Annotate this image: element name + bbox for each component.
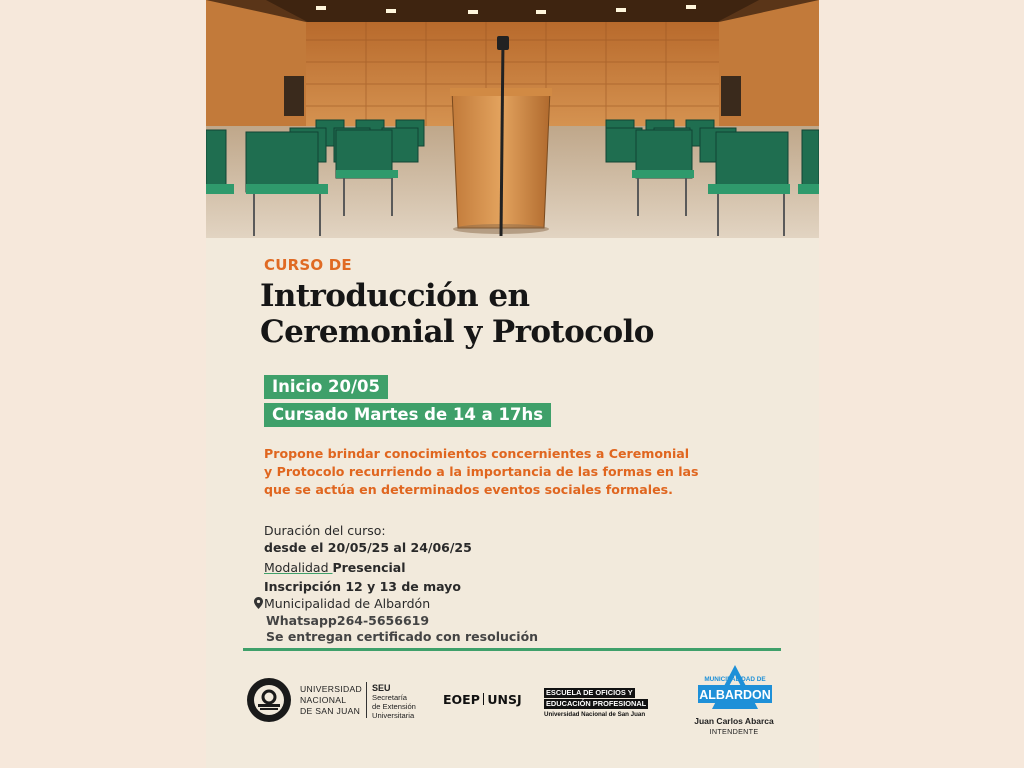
course-title-line-1: Introducción en bbox=[260, 278, 530, 314]
enrollment-text: Inscripción 12 y 13 de mayo bbox=[264, 579, 461, 594]
map-pin-icon bbox=[254, 597, 263, 609]
albardon-municipality-logo bbox=[696, 663, 774, 713]
escuela-line: EDUCACIÓN PROFESIONAL bbox=[546, 699, 647, 708]
duration-value bbox=[264, 540, 472, 555]
unsj-seal-logo bbox=[246, 677, 292, 723]
eoep-bar bbox=[483, 693, 485, 705]
duration-dates: desde el 20/05/25 al 24/06/25 bbox=[264, 540, 472, 555]
location-text: Municipalidad de Albardón bbox=[264, 596, 431, 611]
modality-value: Presencial bbox=[332, 560, 406, 575]
description-line: que se actúa en determinados eventos sociales formales. bbox=[264, 482, 673, 497]
schedule-badge: Cursado Martes de 14 a 17hs bbox=[264, 403, 551, 427]
location-row bbox=[254, 596, 430, 611]
escuela-university: Universidad Nacional de San Juan bbox=[544, 711, 646, 718]
start-date-badge: Inicio 20/05 bbox=[264, 375, 388, 399]
unsj-name bbox=[300, 684, 362, 717]
seu-line: Secretaría bbox=[372, 693, 408, 702]
enrollment-dates bbox=[264, 579, 461, 594]
course-title-line-2: Ceremonial y Protocolo bbox=[260, 314, 654, 350]
modality bbox=[264, 560, 406, 575]
modality-label: Modalidad bbox=[264, 560, 333, 575]
unsj-line: NACIONAL bbox=[300, 695, 347, 705]
seu-logo-text bbox=[372, 684, 416, 720]
auditorium-photo bbox=[206, 0, 819, 238]
eoep-text: EOEP bbox=[443, 692, 480, 707]
auditorium-illustration bbox=[206, 0, 819, 238]
unsj-line: DE SAN JUAN bbox=[300, 706, 361, 716]
course-title bbox=[260, 278, 654, 350]
duration-label: Duración del curso: bbox=[264, 523, 386, 538]
description-line: Propone brindar conocimientos concernientes a Ceremonial bbox=[264, 446, 690, 461]
seu-title: SEU bbox=[372, 683, 391, 693]
description-line: y Protocolo recurriendo a la importancia de las formas en las bbox=[264, 464, 699, 479]
escuela-logo bbox=[544, 688, 648, 720]
intendente-name: Juan Carlos Abarca bbox=[694, 716, 774, 726]
course-description bbox=[264, 445, 734, 499]
escuela-line: ESCUELA DE OFICIOS Y bbox=[546, 688, 633, 697]
intendente-role: INTENDENTE bbox=[709, 727, 759, 736]
seu-line: Universitaria bbox=[372, 711, 415, 720]
seu-line: de Extensión bbox=[372, 702, 416, 711]
logo-separator bbox=[366, 682, 367, 718]
course-flyer bbox=[206, 0, 819, 768]
whatsapp-contact: Whatsapp264-5656619 bbox=[266, 613, 430, 628]
certificate-note: Se entregan certificado con resolución bbox=[266, 629, 539, 644]
muni-logo-top-text: MUNICIPALIDAD DE bbox=[704, 676, 766, 683]
sponsors-footer bbox=[206, 655, 819, 768]
course-label: CURSO DE bbox=[264, 256, 352, 274]
green-divider bbox=[243, 648, 781, 651]
unsj-line: UNIVERSIDAD bbox=[300, 684, 363, 694]
muni-logo-name-text: ALBARDON bbox=[699, 688, 771, 702]
unsj-text: UNSJ bbox=[487, 692, 522, 707]
eoep-unsj-logo bbox=[443, 692, 522, 707]
